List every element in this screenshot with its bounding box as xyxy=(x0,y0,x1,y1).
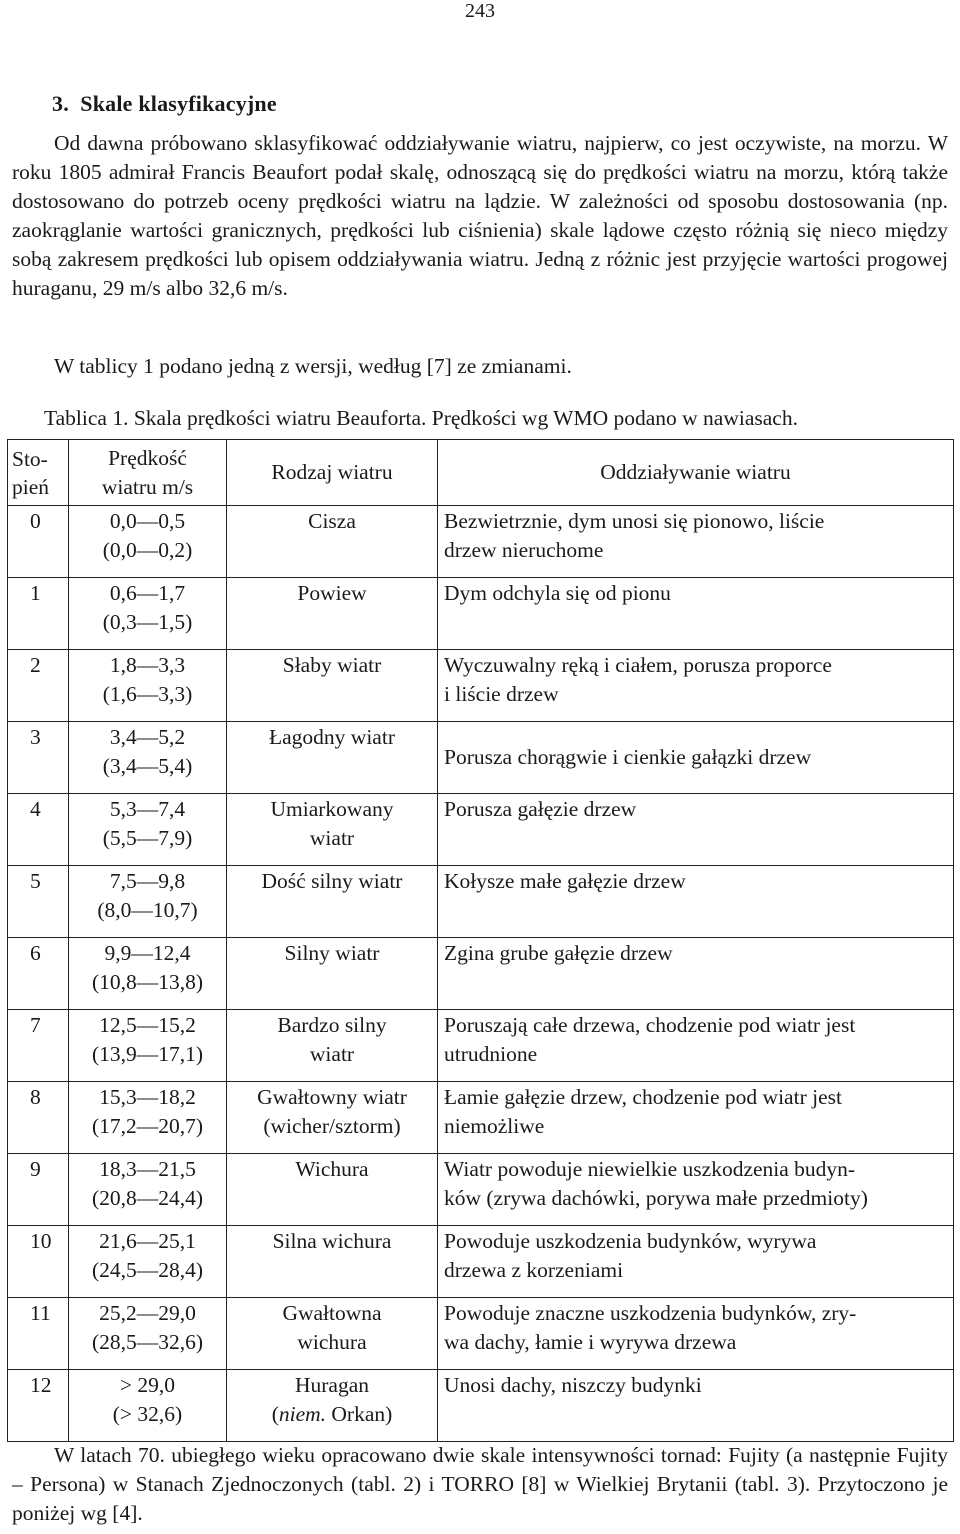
wind-type-cell: Wichura xyxy=(227,1154,438,1226)
wind-effect-cell: Porusza chorągwie i cienkie gałązki drzew xyxy=(438,722,954,794)
speed-cell: 9,9—12,4 (10,8—13,8) xyxy=(69,938,227,1010)
wind-type-cell: Silna wichura xyxy=(227,1226,438,1298)
grade-cell: 0 xyxy=(8,506,69,578)
wind-effect-cell: Powoduje uszkodzenia budynków, wyrywa drzewa z korzeniami xyxy=(438,1226,954,1298)
speed-cell: 5,3—7,4 (5,5—7,9) xyxy=(69,794,227,866)
header-grade: Sto- pień xyxy=(8,440,69,506)
table-row xyxy=(8,722,954,794)
wind-effect-cell: Bezwietrznie, dym unosi się pionowo, liście drzew nieruchome xyxy=(438,506,954,578)
grade-cell: 2 xyxy=(8,650,69,722)
page-number: 243 xyxy=(465,0,495,22)
table-row xyxy=(8,578,954,650)
wind-type-cell: Słaby wiatr xyxy=(227,650,438,722)
grade-cell: 3 xyxy=(8,722,69,794)
table-note: W tablicy 1 podano jedną z wersji, według [7] ze zmianami. xyxy=(54,354,572,378)
section-heading: 3. Skale klasyfikacyjne xyxy=(52,91,277,116)
wind-type-cell: Silny wiatr xyxy=(227,938,438,1010)
table-row xyxy=(8,1082,954,1154)
grade-cell: 10 xyxy=(8,1226,69,1298)
grade-cell: 11 xyxy=(8,1298,69,1370)
wind-effect-cell: Wiatr powoduje niewielkie uszkodzenia budyn- ków (zrywa dachówki, porywa małe przedmioty) xyxy=(438,1154,954,1226)
speed-cell: 0,6—1,7 (0,3—1,5) xyxy=(69,578,227,650)
table-row xyxy=(8,1010,954,1082)
wind-effect-cell: Powoduje znaczne uszkodzenia budynków, zry- wa dachy, łamie i wyrywa drzewa xyxy=(438,1298,954,1370)
speed-cell: 25,2—29,0 (28,5—32,6) xyxy=(69,1298,227,1370)
speed-cell: 7,5—9,8 (8,0—10,7) xyxy=(69,866,227,938)
wind-effect-cell: Zgina grube gałęzie drzew xyxy=(438,938,954,1010)
grade-cell: 7 xyxy=(8,1010,69,1082)
wind-type-cell: Powiew xyxy=(227,578,438,650)
table-row xyxy=(8,938,954,1010)
wind-effect-cell: Unosi dachy, niszczy budynki xyxy=(438,1370,954,1442)
speed-cell: 21,6—25,1 (24,5—28,4) xyxy=(69,1226,227,1298)
table-row xyxy=(8,866,954,938)
grade-cell: 9 xyxy=(8,1154,69,1226)
speed-cell: 3,4—5,2 (3,4—5,4) xyxy=(69,722,227,794)
wind-effect-cell: Poruszają całe drzewa, chodzenie pod wiatr jest utrudnione xyxy=(438,1010,954,1082)
table-header-row xyxy=(8,440,954,506)
beaufort-scale-table xyxy=(7,439,954,1442)
wind-type-cell: Gwałtowny wiatr (wicher/sztorm) xyxy=(227,1082,438,1154)
speed-cell: 1,8—3,3 (1,6—3,3) xyxy=(69,650,227,722)
wind-effect-cell: Wyczuwalny ręką i ciałem, porusza proporce i liście drzew xyxy=(438,650,954,722)
speed-cell: 15,3—18,2 (17,2—20,7) xyxy=(69,1082,227,1154)
intro-paragraph: Od dawna próbowano sklasyfikować oddziaływanie wiatru, najpierw, co jest oczywiste, na morzu. W roku 1805 admirał Francis Beaufort podał skalę, odnoszącą się do prędkości wiatru na morzu, którą także dostosowano do potrzeb oceny prędkości wiatru na lądzie. W zależności od sposobu dostosowania (np. zaokrąglanie wartości granicznych, prędkości lub ciśnienia) skale lądowe często różnią się nieco między sobą zakresem prędkości lub opisem oddziaływania wiatru. Jedną z różnic jest przyjęcie wartości progowej huraganu, 29 m/s albo 32,6 m/s. xyxy=(12,131,948,300)
wind-type-cell: Łagodny wiatr xyxy=(227,722,438,794)
grade-cell: 8 xyxy=(8,1082,69,1154)
speed-cell: > 29,0 (> 32,6) xyxy=(69,1370,227,1442)
table-row xyxy=(8,1370,954,1442)
header-effect: Oddziaływanie wiatru xyxy=(438,440,954,506)
speed-cell: 0,0—0,5 (0,0—0,2) xyxy=(69,506,227,578)
grade-cell: 4 xyxy=(8,794,69,866)
wind-effect-cell: Łamie gałęzie drzew, chodzenie pod wiatr jest niemożliwe xyxy=(438,1082,954,1154)
header-kind: Rodzaj wiatru xyxy=(227,440,438,506)
wind-type-cell: Bardzo silny wiatr xyxy=(227,1010,438,1082)
grade-cell: 6 xyxy=(8,938,69,1010)
table-row xyxy=(8,650,954,722)
header-speed: Prędkość wiatru m/s xyxy=(69,440,227,506)
table-row xyxy=(8,1298,954,1370)
table-row xyxy=(8,1154,954,1226)
wind-effect-cell: Kołysze małe gałęzie drzew xyxy=(438,866,954,938)
wind-type-cell: Huragan (niem. Orkan) xyxy=(227,1370,438,1442)
speed-cell: 12,5—15,2 (13,9—17,1) xyxy=(69,1010,227,1082)
wind-type-cell: Gwałtowna wichura xyxy=(227,1298,438,1370)
grade-cell: 12 xyxy=(8,1370,69,1442)
table-row xyxy=(8,1226,954,1298)
wind-effect-cell: Porusza gałęzie drzew xyxy=(438,794,954,866)
outro-paragraph: W latach 70. ubiegłego wieku opracowano dwie skale intensywności tornad: Fujity (a następnie Fujity – Persona) w Stanach Zjednoczonych (tabl. 2) i TORRO [8] w Wielkiej Brytanii (tabl. 3). Przytoczono je poniżej wg [4]. xyxy=(12,1443,948,1525)
wind-type-cell: Umiarkowany wiatr xyxy=(227,794,438,866)
wind-type-cell: Cisza xyxy=(227,506,438,578)
wind-effect-cell: Dym odchyla się od pionu xyxy=(438,578,954,650)
wind-type-cell: Dość silny wiatr xyxy=(227,866,438,938)
grade-cell: 1 xyxy=(8,578,69,650)
table-caption: Tablica 1. Skala prędkości wiatru Beauforta. Prędkości wg WMO podano w nawiasach. xyxy=(44,406,798,430)
table-row xyxy=(8,794,954,866)
grade-cell: 5 xyxy=(8,866,69,938)
table-row xyxy=(8,506,954,578)
speed-cell: 18,3—21,5 (20,8—24,4) xyxy=(69,1154,227,1226)
